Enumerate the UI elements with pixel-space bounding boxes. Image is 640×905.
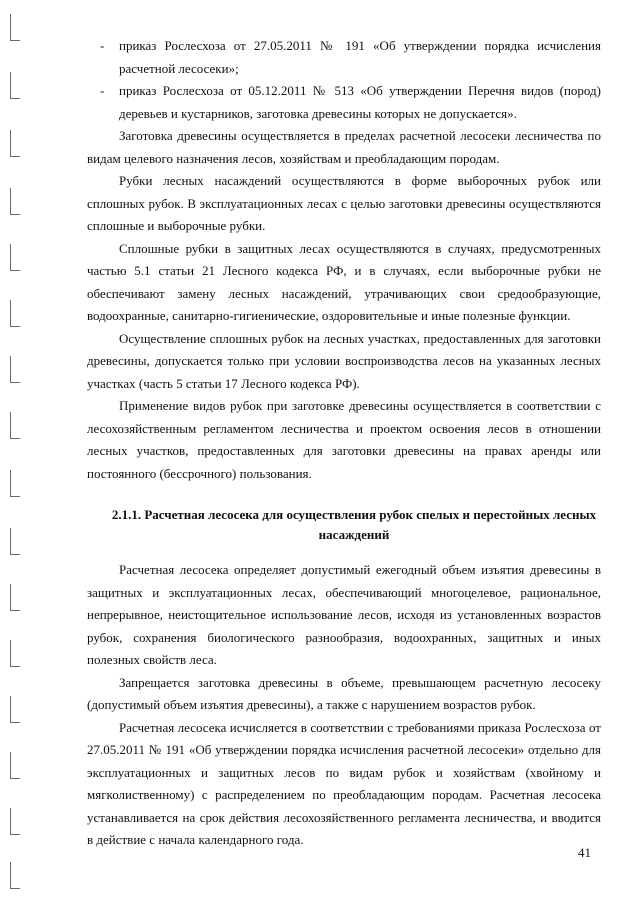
paragraph: Применение видов рубок при заготовке древесины осуществляется в соответствии с лесохозяйственным регламентом лесничества и проектом освоения лесов в отношении лесных участков, предоставленных для заготовки древесины на правах аренды или постоянного (бессрочного) пользования. [87,398,601,481]
binding-margin-marks [0,0,20,905]
paragraph: Запрещается заготовка древесины в объеме, превышающем расчетную лесосеку (допустимый объем изъятия древесины), а также с нарушением возрастов рубок. [87,674,601,712]
paragraph: Расчетная лесосека определяет допустимый ежегодный объем изъятия древесины в защитных и эксплуатационных лесах, обеспечивающий многоцелевое, рациональное, непрерывное, неистощительное использование лесов, исходя из установленных возрастов рубок, сохранения биологического разнообразия, водоохранных, защитных и иных полезных свойств леса. [87,562,601,667]
paragraph: Рубки лесных насаждений осуществляются в форме выборочных рубок или сплошных рубок. В эксплуатационных лесах с целью заготовки древесины осуществляются сплошные и выборочные рубки. [87,173,601,233]
bullet-dash: - [100,83,105,98]
list-item-text: приказ Рослесхоза от 05.12.2011 № 513 «Об утверждении Перечня видов (пород) деревьев и кустарников, заготовка древесины которых не допускается». [119,83,601,121]
list-item-text: приказ Рослесхоза от 27.05.2011 № 191 «Об утверждении порядка исчисления расчетной лесосеки»; [119,38,601,76]
section-heading: 2.1.1. Расчетная лесосека для осуществления рубок спелых и перестойных лесных насаждений [111,507,597,542]
page-content [87,35,601,852]
paragraph: Сплошные рубки в защитных лесах осуществляются в случаях, предусмотренных частью 5.1 статьи 21 Лесного кодекса РФ, и в случаях, если выборочные рубки не обеспечивают замену лесных насаждений, утрачивающих свои средообразующие, водоохранные, санитарно-гигиенические, оздоровительные и иные полезные функции. [87,240,601,323]
paragraph: Расчетная лесосека исчисляется в соответствии с требованиями приказа Рослесхоза от 27.05.2011 № 191 «Об утверждении порядка исчисления расчетной лесосеки» отдельно для эксплуатационных и защитных лесов по видам рубок и хозяйствам (хвойному и мягколиственному) с распределением по преобладающим породам. Расчетная лесосека устанавливается на срок действия лесохозяйственного регламента лесничества, и вводится в действие с начала календарного года. [87,719,601,847]
paragraph: Осуществление сплошных рубок на лесных участках, предоставленных для заготовки древесины, допускается только при условии воспроизводства лесов на указанных лесных участках (часть 5 статьи 17 Лесного кодекса РФ). [87,330,601,391]
list-item [87,35,601,80]
paragraph: Заготовка древесины осуществляется в пределах расчетной лесосеки лесничества по видам целевого назначения лесов, хозяйствам и преобладающим породам. [87,128,601,166]
list-item [87,80,601,125]
bullet-dash: - [100,38,105,53]
page-number: 41 [578,845,591,860]
